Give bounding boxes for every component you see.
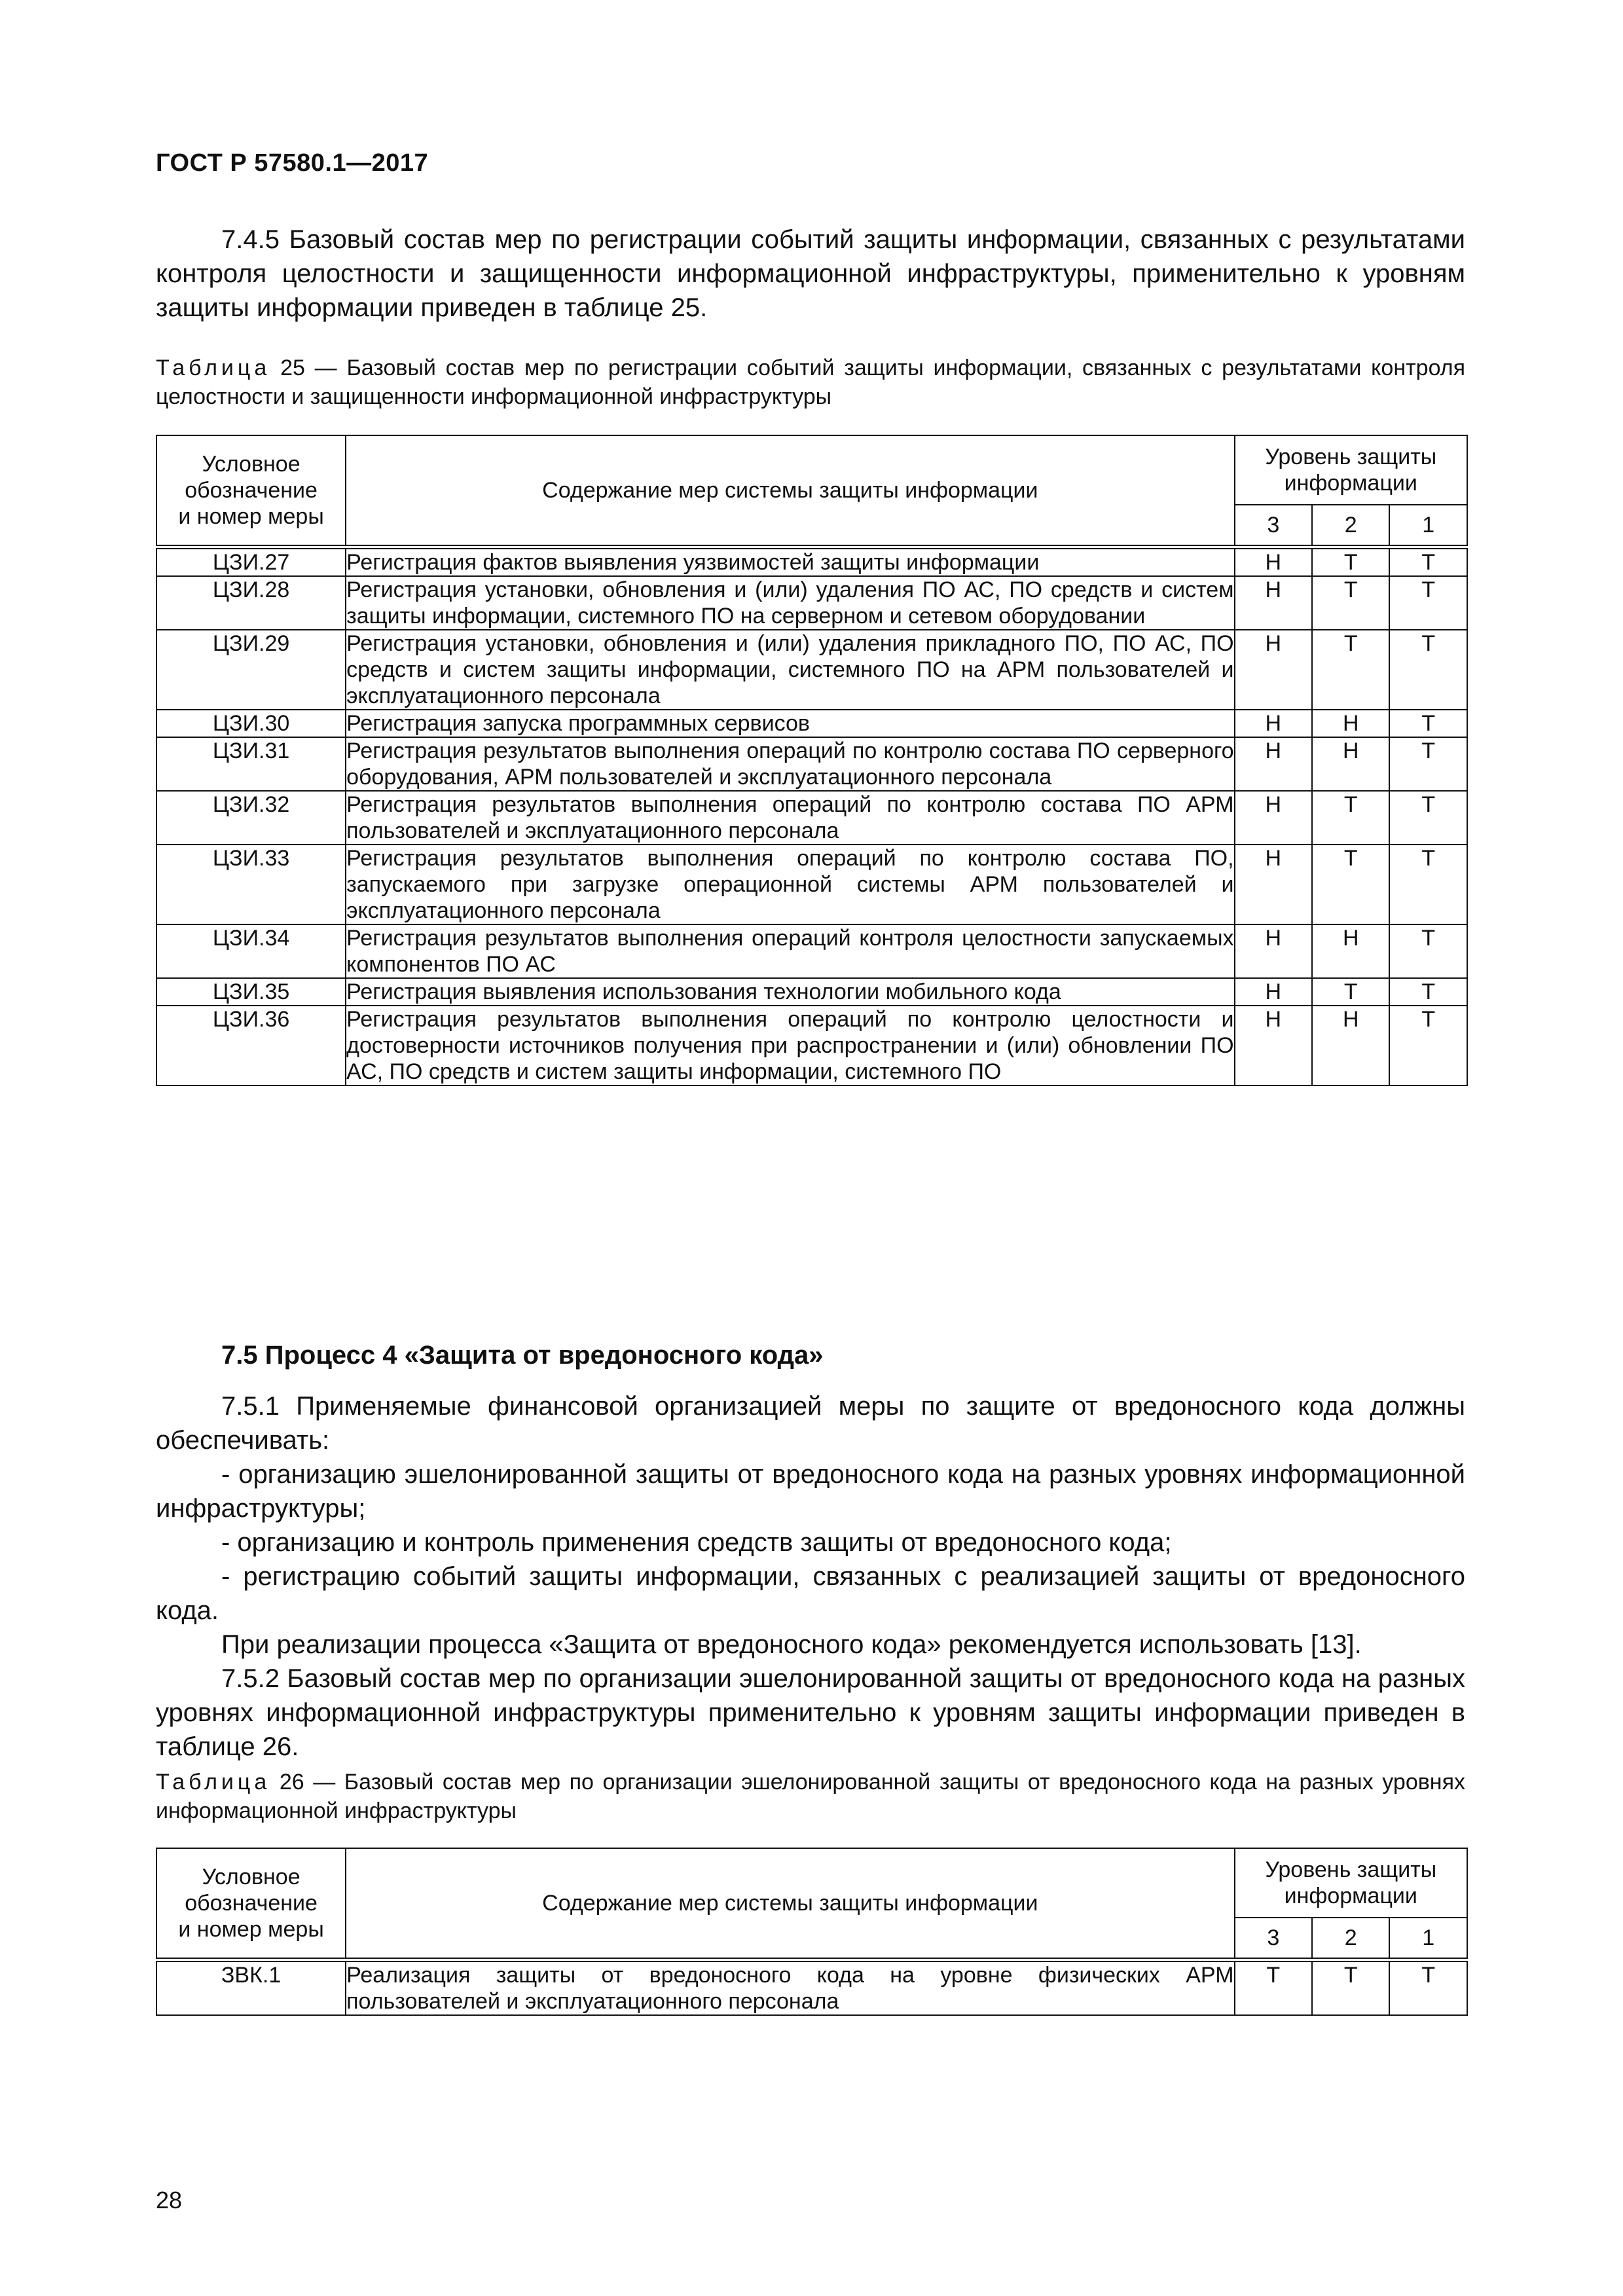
level-1-cell: Т (1389, 710, 1467, 737)
table-row (156, 845, 1467, 924)
measure-code-cell: ЦЗИ.33 (156, 845, 346, 924)
measure-code-cell: ЦЗИ.27 (156, 547, 346, 576)
table-row (156, 1006, 1467, 1085)
level-1-cell: Т (1389, 1006, 1467, 1085)
level-3-cell: Т (1235, 1959, 1312, 2015)
caption-text: 25 — Базовый состав мер по регистрации событий защиты информации, связанных с результатами контроля целостности и защищенности информационной инфраструктуры (156, 355, 1465, 409)
level-2-cell: Т (1312, 576, 1389, 630)
level-1-cell: Т (1389, 791, 1467, 845)
level-3-cell: Н (1235, 710, 1312, 737)
bullet-item: - регистрацию событий защиты информации, связанных с реализацией защиты от вредоносного кода. (156, 1562, 1465, 1625)
level-2-cell: Т (1312, 547, 1389, 576)
table-26-body (156, 1959, 1467, 2015)
table-row (156, 924, 1467, 978)
level-3-cell: Н (1235, 978, 1312, 1006)
level-2-cell: Н (1312, 924, 1389, 978)
table-25-caption (156, 354, 1465, 411)
document-header: ГОСТ Р 57580.1—2017 (156, 149, 429, 177)
level-1-cell: Т (1389, 547, 1467, 576)
header-content: Содержание мер системы защиты информации (346, 1848, 1234, 1959)
level-2-cell: Т (1312, 630, 1389, 710)
table-25-body (156, 547, 1467, 1085)
header-level-2: 2 (1312, 505, 1389, 547)
level-3-cell: Н (1235, 924, 1312, 978)
measure-content-cell: Регистрация результатов выполнения операций по контролю целостности и достоверности источников получения при распространении и (или) обновлении ПО АС, ПО средств и систем защиты информации, системного ПО (346, 1006, 1234, 1084)
measure-content-cell: Регистрация результатов выполнения операций по контролю состава ПО, запускаемого при загрузке операционной системы АРМ пользователей и эксплуатационного персонала (346, 845, 1234, 923)
level-1-cell: Т (1389, 630, 1467, 710)
measure-content-cell: Регистрация выявления использования технологии мобильного кода (346, 978, 1234, 1006)
header-level: Уровень защиты информации (1235, 435, 1467, 505)
measure-code-cell: ЦЗИ.36 (156, 1006, 346, 1085)
measure-code-cell: ЦЗИ.29 (156, 630, 346, 710)
measure-content-cell: Реализация защиты от вредоносного кода на уровне физических АРМ пользователей и эксплуатационного персонала (346, 1959, 1234, 2015)
level-2-cell: Н (1312, 737, 1389, 791)
level-1-cell: Т (1389, 737, 1467, 791)
level-1-cell: Т (1389, 978, 1467, 1006)
header-content: Содержание мер системы защиты информации (346, 435, 1234, 547)
level-1-cell: Т (1389, 576, 1467, 630)
table-row (156, 1959, 1467, 2015)
level-1-cell: Т (1389, 1959, 1467, 2015)
header-level-2: 2 (1312, 1918, 1389, 1959)
level-3-cell: Н (1235, 737, 1312, 791)
measure-code-cell: ЦЗИ.31 (156, 737, 346, 791)
level-3-cell: Н (1235, 1006, 1312, 1085)
header-level-3: 3 (1235, 505, 1312, 547)
table-row (156, 630, 1467, 710)
measure-content-cell: Регистрация установки, обновления и (или) удаления ПО АС, ПО средств и систем защиты информации, системного ПО на серверном и сетевом оборудовании (346, 577, 1234, 629)
paragraph-text: 7.4.5 Базовый состав мер по регистрации событий защиты информации, связанных с результатами контроля целостности и защищенности информационной инфраструктуры, применительно к уровням защиты информации приведен в таблице 25. (156, 225, 1465, 322)
caption-label: Таблица (156, 355, 271, 380)
paragraph-7-5-2: 7.5.2 Базовый состав мер по организации эшелонированной защиты от вредоносного кода на разных уровнях информационной инфраструктуры применительно к уровням защиты информации приведен в таблице 26. (156, 1664, 1465, 1761)
level-2-cell: Н (1312, 710, 1389, 737)
bullet-item: - организацию и контроль применения средств защиты от вредоносного кода; (221, 1528, 1172, 1557)
header-level-1: 1 (1389, 505, 1467, 547)
level-3-cell: Н (1235, 791, 1312, 845)
table-26 (156, 1848, 1468, 2016)
header-level: Уровень защиты информации (1235, 1848, 1467, 1918)
paragraph-7-5-1: 7.5.1 Применяемые финансовой организацией меры по защите от вредоносного кода должны обеспечивать: (156, 1392, 1465, 1455)
measure-code-cell: ЦЗИ.34 (156, 924, 346, 978)
level-3-cell: Н (1235, 630, 1312, 710)
header-code: Условное обозначение и номер меры (156, 1848, 346, 1959)
measure-content-cell: Регистрация результатов выполнения операций по контролю состава ПО АРМ пользователей и эксплуатационного персонала (346, 792, 1234, 843)
table-26-caption (156, 1768, 1465, 1825)
level-3-cell: Н (1235, 845, 1312, 924)
measure-code-cell: ЦЗИ.35 (156, 978, 346, 1006)
table-row (156, 576, 1467, 630)
measure-content-cell: Регистрация результатов выполнения операций контроля целостности запускаемых компонентов ПО АС (346, 925, 1234, 977)
measure-code-cell: ЦЗИ.32 (156, 791, 346, 845)
table-row (156, 791, 1467, 845)
level-2-cell: Н (1312, 1006, 1389, 1085)
measure-code-cell: ЦЗИ.30 (156, 710, 346, 737)
table-row (156, 547, 1467, 576)
level-2-cell: Т (1312, 1959, 1389, 2015)
header-code: Условное обозначение и номер меры (156, 435, 346, 547)
measure-code-cell: ЗВК.1 (156, 1959, 346, 2015)
caption-label: Таблица (156, 1770, 271, 1795)
level-2-cell: Т (1312, 845, 1389, 924)
paragraph-reference: При реализации процесса «Защита от вредоносного кода» рекомендуется использовать [13]. (221, 1630, 1362, 1659)
caption-text: 26 — Базовый состав мер по организации эшелонированной защиты от вредоносного кода на разных уровнях информационной инфраструктуры (156, 1770, 1465, 1823)
level-1-cell: Т (1389, 845, 1467, 924)
measure-content-cell: Регистрация результатов выполнения операций по контролю состава ПО серверного оборудования, АРМ пользователей и эксплуатационного персонала (346, 738, 1234, 790)
level-2-cell: Т (1312, 978, 1389, 1006)
page-number: 28 (156, 2187, 183, 2214)
bullet-item: - организацию эшелонированной защиты от вредоносного кода на разных уровнях информационной инфраструктуры; (156, 1460, 1465, 1523)
level-3-cell: Н (1235, 547, 1312, 576)
table-row (156, 737, 1467, 791)
paragraph-7-5-1-block (156, 1389, 1465, 1764)
header-level-1: 1 (1389, 1918, 1467, 1959)
header-level-3: 3 (1235, 1918, 1312, 1959)
table-25 (156, 435, 1468, 1086)
measure-content-cell: Регистрация запуска программных сервисов (346, 710, 1234, 737)
table-row (156, 710, 1467, 737)
level-2-cell: Т (1312, 791, 1389, 845)
measure-content-cell: Регистрация установки, обновления и (или) удаления прикладного ПО, ПО АС, ПО средств и систем защиты информации, системного ПО на АРМ пользователей и эксплуатационного персонала (346, 630, 1234, 708)
level-3-cell: Н (1235, 576, 1312, 630)
measure-code-cell: ЦЗИ.28 (156, 576, 346, 630)
table-row (156, 978, 1467, 1006)
section-title-7-5: 7.5 Процесс 4 «Защита от вредоносного кода» (221, 1341, 824, 1370)
level-1-cell: Т (1389, 924, 1467, 978)
paragraph-7-4-5 (156, 223, 1465, 325)
measure-content-cell: Регистрация фактов выявления уязвимостей защиты информации (346, 547, 1234, 576)
